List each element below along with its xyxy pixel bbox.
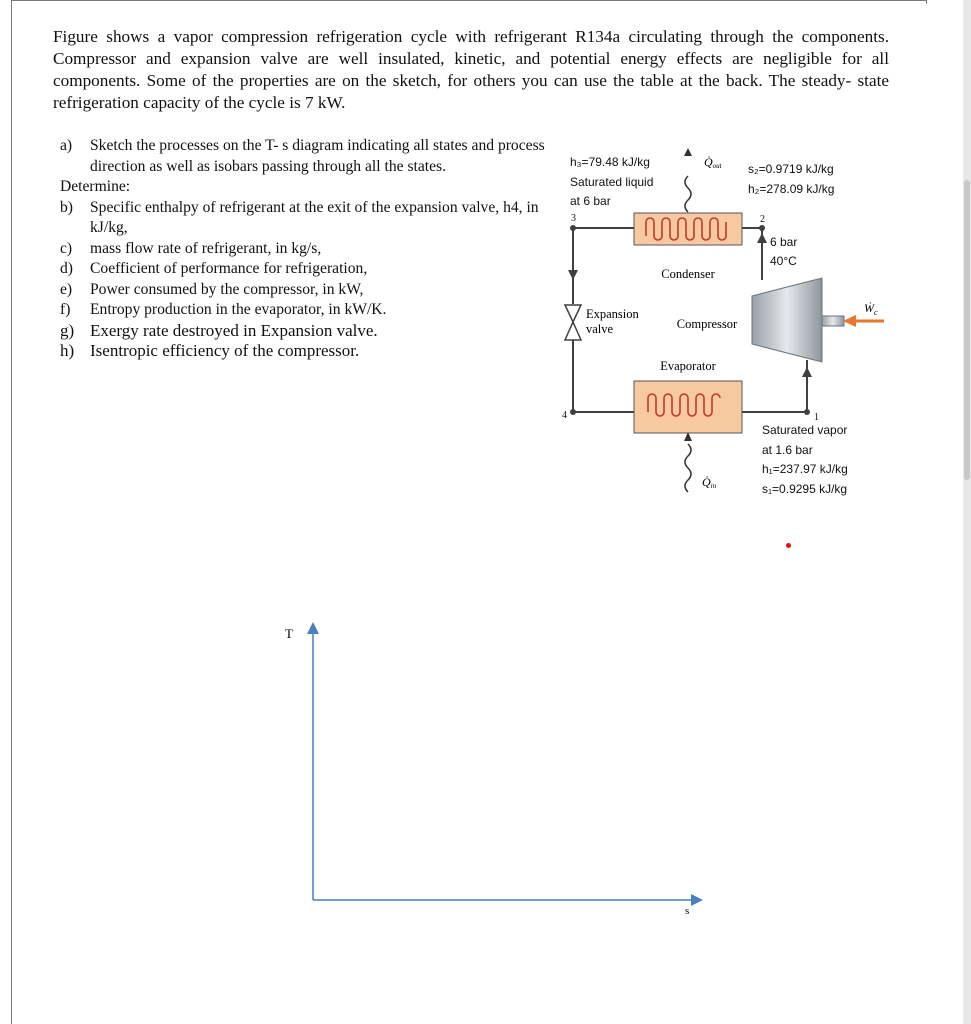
- question-label: b): [60, 198, 73, 216]
- question-text: mass flow rate of refrigerant, in kg/s,: [90, 239, 322, 257]
- question-text: Entropy production in the evaporator, in kW/K.: [90, 301, 387, 318]
- qout-label: [704, 155, 723, 170]
- qin-label: [702, 475, 717, 490]
- state-3-dot: [570, 225, 576, 231]
- pipe-valve-to-evaporator: [573, 340, 634, 412]
- state-2-dot: [759, 225, 765, 231]
- state3-phase: Saturated liquid: [570, 175, 654, 189]
- state1-entropy: s₁=0.9295 kJ/kg: [762, 482, 848, 496]
- t-axis-label: T: [285, 626, 293, 641]
- question-label: g): [60, 320, 75, 340]
- compressor-label: Compressor: [676, 317, 738, 331]
- question-text: Coefficient of performance for refrigeration,: [90, 260, 368, 277]
- qout-subscript: out: [712, 162, 722, 170]
- problem-intro: Figure shows a vapor compression refrigeration cycle with refrigerant R134a circulating through the components. Compressor and expansion valve are well insulated, kinetic, and potential energy effects are negligible for all components. Some of the properties are on the sketch, for others you can use the table at the back. The steady- state refrigeration capacity of the cycle is 7 kW.: [53, 27, 889, 112]
- question-text: Sketch the processes on the T- s diagram indicating all states and process direction as well as isobars passing through all the states.: [90, 137, 545, 175]
- expansion-valve-icon: [565, 305, 581, 340]
- wc-subscript: c: [874, 308, 878, 317]
- expansion-valve-label: Expansion: [586, 307, 639, 321]
- state2-temperature: 40°C: [770, 254, 797, 268]
- question-label: a): [60, 137, 73, 154]
- state1-number: 1: [814, 412, 819, 423]
- question-text: Specific enthalpy of refrigerant at the exit of the expansion valve, h4, in kJ/kg,: [90, 198, 539, 236]
- compressor-icon: [752, 278, 844, 362]
- evaporator-label: Evaporator: [660, 359, 716, 373]
- qout-arrowhead: [684, 148, 692, 156]
- question-text: Isentropic efficiency of the compressor.: [90, 341, 360, 360]
- state1-enthalpy: h₁=237.97 kJ/kg: [762, 462, 848, 476]
- state1-phase: Saturated vapor: [762, 423, 848, 437]
- question-label: e): [60, 280, 73, 298]
- state3-number: 3: [571, 213, 576, 224]
- qout-wavy-line: [685, 176, 691, 212]
- red-dot-marker: [786, 543, 791, 548]
- pipe-condenser-to-valve: [573, 228, 634, 304]
- pipe-evaporator-to-compressor: [742, 360, 807, 412]
- state2-enthalpy: h₂=278.09 kJ/kg: [748, 182, 835, 196]
- question-label: d): [60, 260, 73, 277]
- evaporator: [634, 359, 742, 433]
- wc-symbol: Ẇ: [864, 301, 874, 315]
- state1-pressure: at 1.6 bar: [762, 443, 813, 457]
- state-1-dot: [804, 409, 810, 415]
- qin-subscript: in: [710, 482, 717, 490]
- state2-entropy: s₂=0.9719 kJ/kg: [748, 162, 834, 176]
- state3-enthalpy: h₃=79.48 kJ/kg: [570, 155, 650, 169]
- s-axis-label: s: [685, 905, 690, 917]
- wc-label: [864, 300, 878, 317]
- question-label: h): [60, 341, 75, 360]
- question-label: c): [60, 239, 73, 257]
- condenser-label: Condenser: [661, 267, 715, 281]
- state4-number: 4: [562, 410, 567, 421]
- qin-symbol: Q̇: [702, 475, 711, 489]
- pipe-compressor-to-condenser: [742, 228, 762, 280]
- question-text: Exergy rate destroyed in Expansion valve.: [90, 320, 378, 340]
- ts-diagram-axes: [285, 626, 697, 917]
- state2-number: 2: [760, 214, 765, 225]
- condenser: [634, 213, 742, 281]
- state-4-dot: [570, 409, 576, 415]
- qout-symbol: Q̇: [704, 155, 713, 169]
- qin-wavy-line: [685, 444, 691, 492]
- expansion-valve-label-2: valve: [586, 322, 614, 336]
- determine-heading: Determine:: [60, 178, 131, 195]
- wc-arrowhead: [843, 315, 856, 327]
- state2-pressure: 6 bar: [770, 235, 798, 249]
- question-text: Power consumed by the compressor, in kW,: [90, 280, 364, 298]
- state3-pressure: at 6 bar: [570, 194, 611, 208]
- question-label: f): [60, 301, 71, 318]
